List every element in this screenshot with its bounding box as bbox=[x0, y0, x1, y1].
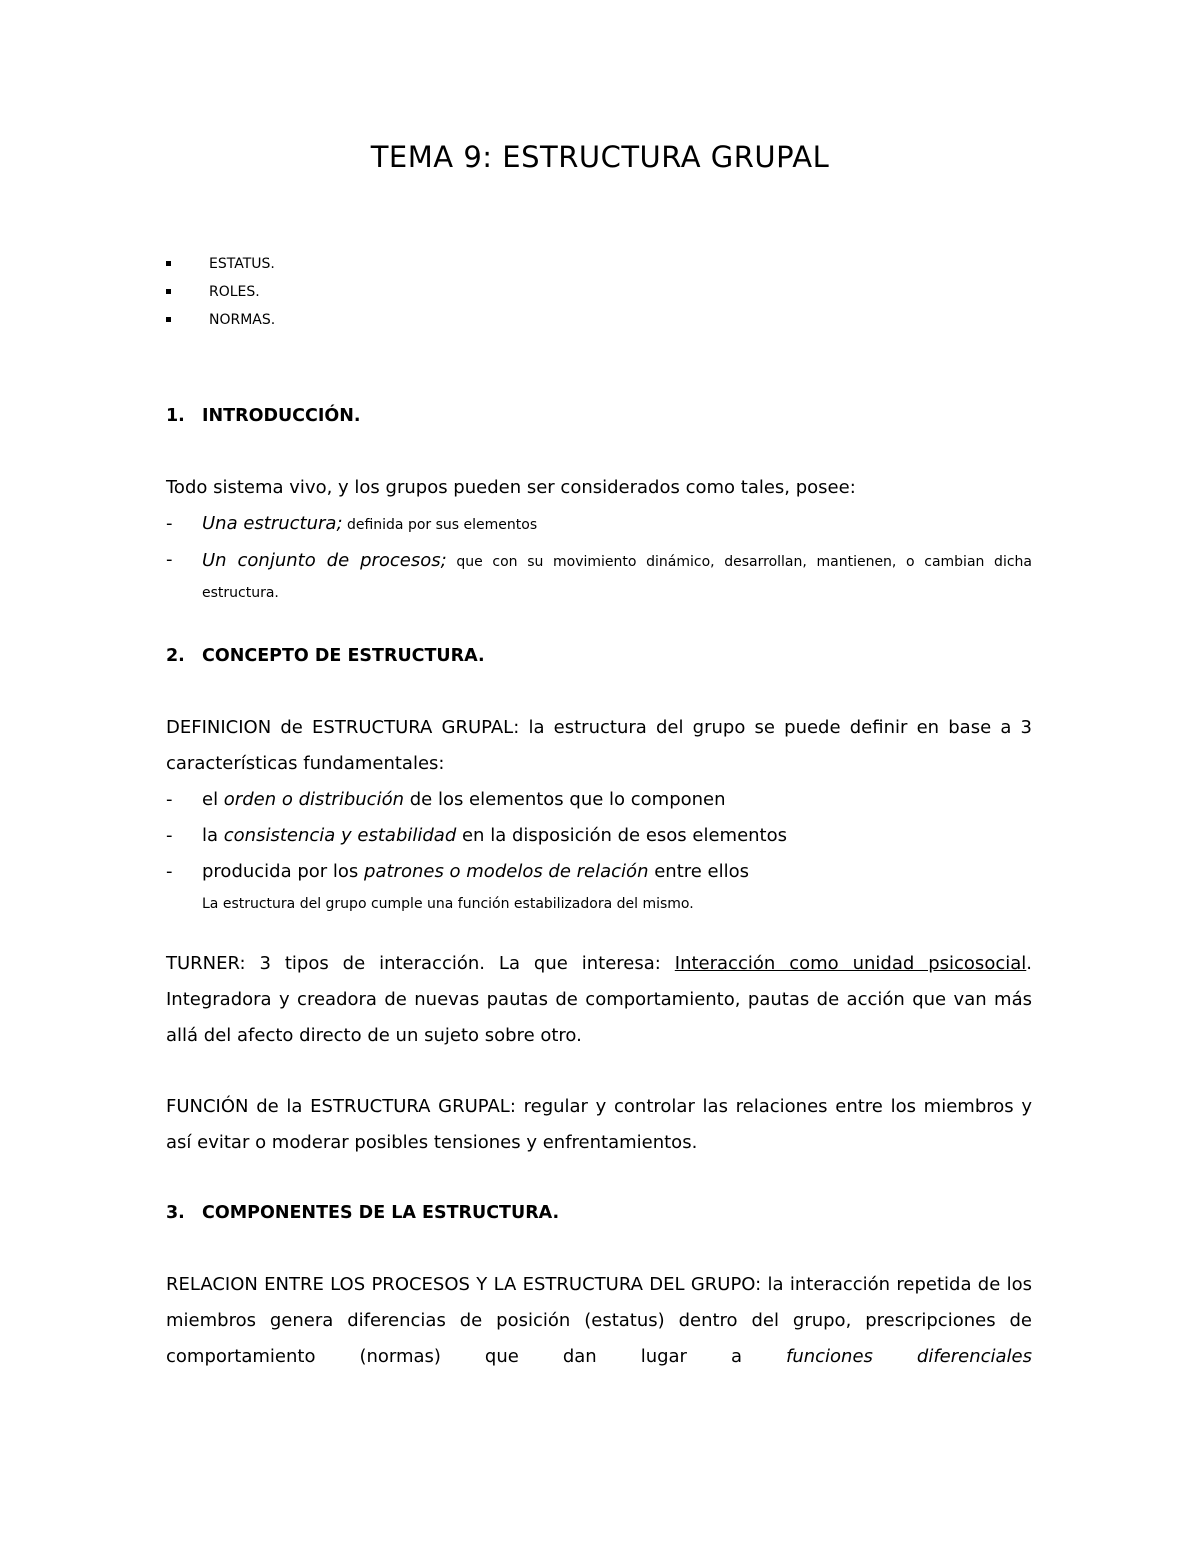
item-suffix: en la disposición de esos elementos bbox=[456, 825, 788, 846]
definition-paragraph: DEFINICION de ESTRUCTURA GRUPAL: la estructura del grupo se puede definir en base a 3 características fundamentales: bbox=[166, 717, 1032, 774]
dash-bullet: - bbox=[166, 825, 173, 846]
turner-paragraph bbox=[166, 946, 1032, 1054]
section-number: 3. bbox=[166, 1203, 185, 1223]
item-prefix: el bbox=[202, 789, 224, 810]
intro-paragraph: Todo sistema vivo, y los grupos pueden ser considerados como tales, posee: bbox=[166, 477, 856, 498]
section-title: COMPONENTES DE LA ESTRUCTURA. bbox=[202, 1203, 560, 1223]
dash-bullet: - bbox=[166, 513, 173, 534]
section-title: CONCEPTO DE ESTRUCTURA. bbox=[202, 646, 485, 666]
turner-underlined-term: Interacción como unidad psicosocial bbox=[674, 953, 1027, 974]
item-description: que con su movimiento dinámico, desarrollan, mantienen, o cambian dicha estructura. bbox=[202, 554, 1032, 601]
relacion-italic-term: funciones diferenciales bbox=[785, 1346, 1033, 1367]
dash-bullet: - bbox=[166, 789, 173, 810]
page-title: TEMA 9: ESTRUCTURA GRUPAL bbox=[370, 140, 830, 174]
turner-description: . Integradora y creadora de nuevas pautas de comportamiento, pautas de acción que van más allá del afecto directo de un sujeto sobre otro. bbox=[166, 953, 1032, 1046]
list-item bbox=[166, 542, 1032, 609]
relacion-paragraph bbox=[166, 1267, 1032, 1375]
item-italic-term: orden o distribución bbox=[223, 789, 404, 810]
section-heading-componentes bbox=[166, 1203, 559, 1223]
section-title: INTRODUCCIÓN. bbox=[202, 406, 361, 426]
square-bullet-icon bbox=[166, 261, 171, 266]
relacion-text: RELACION ENTRE LOS PROCESOS Y LA ESTRUCTURA DEL GRUPO: la interacción repetida de los miembros genera diferencias de posición (estatus) dentro del grupo, prescripciones de comportamiento (normas) que dan lugar a bbox=[166, 1274, 1032, 1367]
item-suffix: entre ellos bbox=[648, 861, 750, 882]
item-italic-term: patrones o modelos de relación bbox=[364, 861, 649, 882]
dash-bullet: - bbox=[166, 549, 173, 570]
item-italic-term: consistencia y estabilidad bbox=[223, 825, 457, 846]
item-description: definida por sus elementos bbox=[342, 517, 538, 533]
section-number: 2. bbox=[166, 646, 185, 666]
item-prefix: la bbox=[202, 825, 224, 846]
section-number: 1. bbox=[166, 406, 185, 426]
turner-intro: TURNER: 3 tipos de interacción. La que interesa: bbox=[166, 953, 675, 974]
square-bullet-icon bbox=[166, 289, 171, 294]
list-item-label: ESTATUS. bbox=[209, 256, 275, 272]
stabilizing-note: La estructura del grupo cumple una función estabilizadora del mismo. bbox=[202, 896, 694, 912]
funcion-paragraph: FUNCIÓN de la ESTRUCTURA GRUPAL: regular y controlar las relaciones entre los miembros y así evitar o moderar posibles tensiones y enfrentamientos. bbox=[166, 1096, 1032, 1153]
square-bullet-icon bbox=[166, 317, 171, 322]
item-italic-term: Un conjunto de procesos; bbox=[202, 550, 447, 571]
item-suffix: de los elementos que lo componen bbox=[404, 789, 726, 810]
item-italic-term: Una estructura; bbox=[202, 513, 343, 534]
section-heading-introduccion bbox=[166, 406, 361, 426]
item-prefix: producida por los bbox=[202, 861, 365, 882]
section-heading-concepto bbox=[166, 646, 485, 666]
dash-bullet: - bbox=[166, 861, 173, 882]
list-item-label: NORMAS. bbox=[209, 312, 276, 328]
list-item-label: ROLES. bbox=[209, 284, 260, 300]
